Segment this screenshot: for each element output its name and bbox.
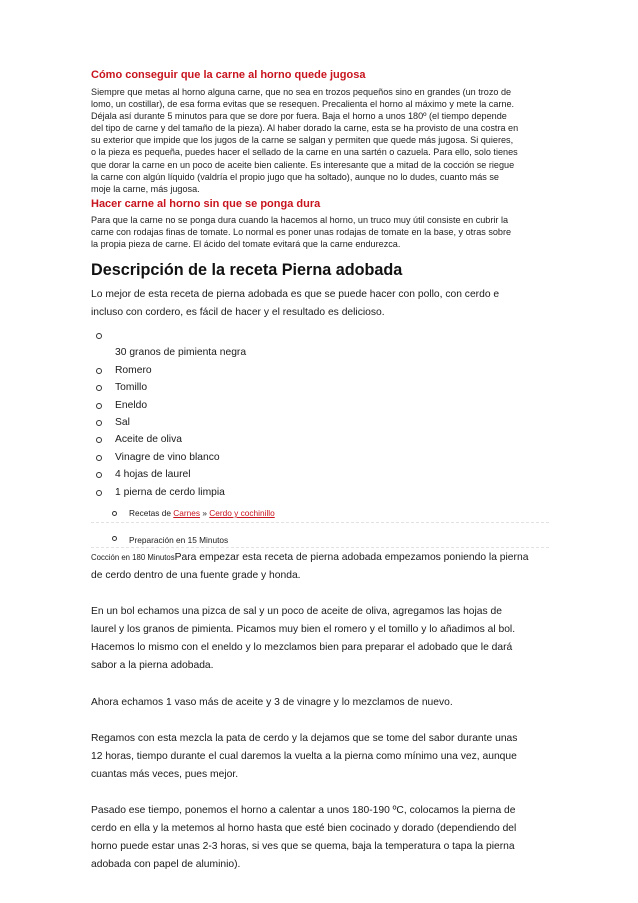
category-prefix: Recetas de [129,507,174,518]
step-line: cuantas más veces, pues mejor. [91,768,239,780]
bullet-icon [96,490,102,496]
bullet-icon [96,472,102,478]
cook-time-text: Cocción en 180 Minutos [91,552,175,562]
bullet-icon [112,511,117,516]
text-line: Déjala así durante 5 minutos para que se dore por fuera. Baja el horno a unos 180º (el tiempo depende [91,111,507,122]
list-item [91,484,549,501]
prep-time-text: Preparación en 15 Minutos [129,534,229,545]
step-line: En un bol echamos una pizca de sal y un poco de aceite de oliva, agregamos las hojas de [91,606,502,618]
bullet-icon [96,420,102,426]
ingredient-label: Aceite de oliva [115,434,182,446]
text-line: carne con rodajas finas de tomate. Lo normal es poner unas rodajas de tomate en la base, y otras sobre [91,226,512,237]
step-line: Hacemos lo mismo con el eneldo y lo mezclamos bien para preparar el adobado que le dará [91,642,513,654]
text-line: moje la carne, más jugosa. [91,183,200,194]
ingredient-label: 30 granos de pimienta negra [115,347,247,359]
step-line: 12 horas, tiempo durante el cual daremos la vuelta a la pierna como mínimo una vez, aunque [91,750,517,762]
text-line: lomo, un costillar), de esa forma evitas que se resequen. Precalienta el horno al máximo y mete la carne. [91,99,515,110]
section-text-jugosa [91,86,549,195]
step-line: Ahora echamos 1 vaso más de aceite y 3 de vinagre y lo mezclamos de nuevo. [91,696,453,708]
document-content [91,68,549,874]
bullet-icon [96,455,102,461]
section-title-jugosa: Cómo conseguir que la carne al horno quede jugosa [91,69,366,81]
ingredient-label: Vinagre de vino blanco [115,451,220,463]
ingredient-label: 4 hojas de laurel [115,469,191,481]
step-line: cerdo en ella y la metemos al horno hasta que esté bien cocinado y dorado (dependiendo del [91,823,517,835]
bullet-icon [96,385,102,391]
category-link-cerdo[interactable]: Cerdo y cochinillo [209,507,275,518]
section-text-no-dura [91,214,549,250]
list-item [91,466,549,483]
text-line: incluso con cordero, es fácil de hacer y el resultado es delicioso. [91,306,385,318]
step-line: horno puede estar unas 2-3 horas, si ves que se quema, baja la temperatura o tapa la pierna [91,841,515,853]
step-line: adobada con papel de aluminio). [91,859,241,871]
bullet-icon [96,403,102,409]
text-line: Siempre que metas al horno alguna carne, que no sea en trozos pequeños sino en grandes (un trozo de [91,87,512,97]
list-item [91,379,549,396]
category-link-carnes[interactable]: Carnes [173,507,201,518]
list-item [91,327,549,344]
recipe-steps [91,549,549,874]
step-line: Pasado ese tiempo, ponemos el horno a calentar a unos 180-190 ºC, colocamos la pierna de [91,804,516,816]
list-item [91,449,549,466]
recipe-heading: Descripción de la receta Pierna adobada [91,261,403,280]
list-item [91,344,549,361]
text-line: o la pieza es pequeña, puedes hacer el sellado de la carne en una sartén o cazuela. Para ello, solo tienes [91,147,518,158]
step-line: de cerdo dentro de una fuente grade y honda. [91,570,301,582]
text-line: la propia pieza de carne. El ácido del tomate evitará que la carne endurezca. [91,239,401,250]
recipe-intro [91,286,549,321]
ingredient-label: Sal [115,416,130,428]
bullet-icon [112,536,117,541]
text-line: la carne con algún líquido (valdría el propio jugo que ha soltado), aunque no lo dudes, cuanto más se [91,171,499,182]
step-line: Regamos con esta mezcla la pata de cerdo y la dejamos que se tome del sabor durante unas [91,732,518,744]
breadcrumb-separator: » [200,507,210,518]
ingredients-list [91,327,549,501]
text-line: Lo mejor de esta receta de pierna adobada es que se puede hacer con pollo, con cerdo e [91,289,500,301]
bullet-icon [96,437,102,443]
prep-time-row [91,529,549,548]
step-line: laurel y los granos de pimienta. Picamos muy bien el romero y el tomillo y lo añadimos al bol. [91,624,516,636]
list-item [91,362,549,379]
text-line: del tipo de carne y del tamaño de la pieza). Al haber dorado la carne, esta se ha provisto de una costra en [91,123,519,134]
bullet-icon [96,368,102,374]
list-item [91,431,549,448]
bullet-icon [96,333,102,339]
list-item [91,397,549,414]
ingredient-label: 1 pierna de cerdo limpia [115,486,225,498]
section-title-no-dura: Hacer carne al horno sin que se ponga dura [91,197,321,210]
recipe-meta [91,504,549,548]
step-text: Para empezar esta receta de pierna adobada empezamos poniendo la pierna [174,551,529,563]
text-line: Para que la carne no se ponga dura cuando la hacemos al horno, un truco muy útil consiste en cubrir la [91,214,509,225]
text-line: su exterior que impide que los jugos de la carne se salgan y permiten que quede más jugosa. Si quieres, [91,135,514,146]
text-line: que dorar la carne en un poco de aceite bien caliente. Es interesante que a mitad de la cocción se riegue [91,159,515,170]
ingredient-label: Romero [115,364,152,376]
ingredient-label: Eneldo [115,399,148,411]
step-line [91,549,549,567]
ingredient-label: Tomillo [115,382,148,394]
list-item [91,414,549,431]
step-line: sabor a la pierna adobada. [91,660,214,672]
recipe-category-row [91,504,549,523]
